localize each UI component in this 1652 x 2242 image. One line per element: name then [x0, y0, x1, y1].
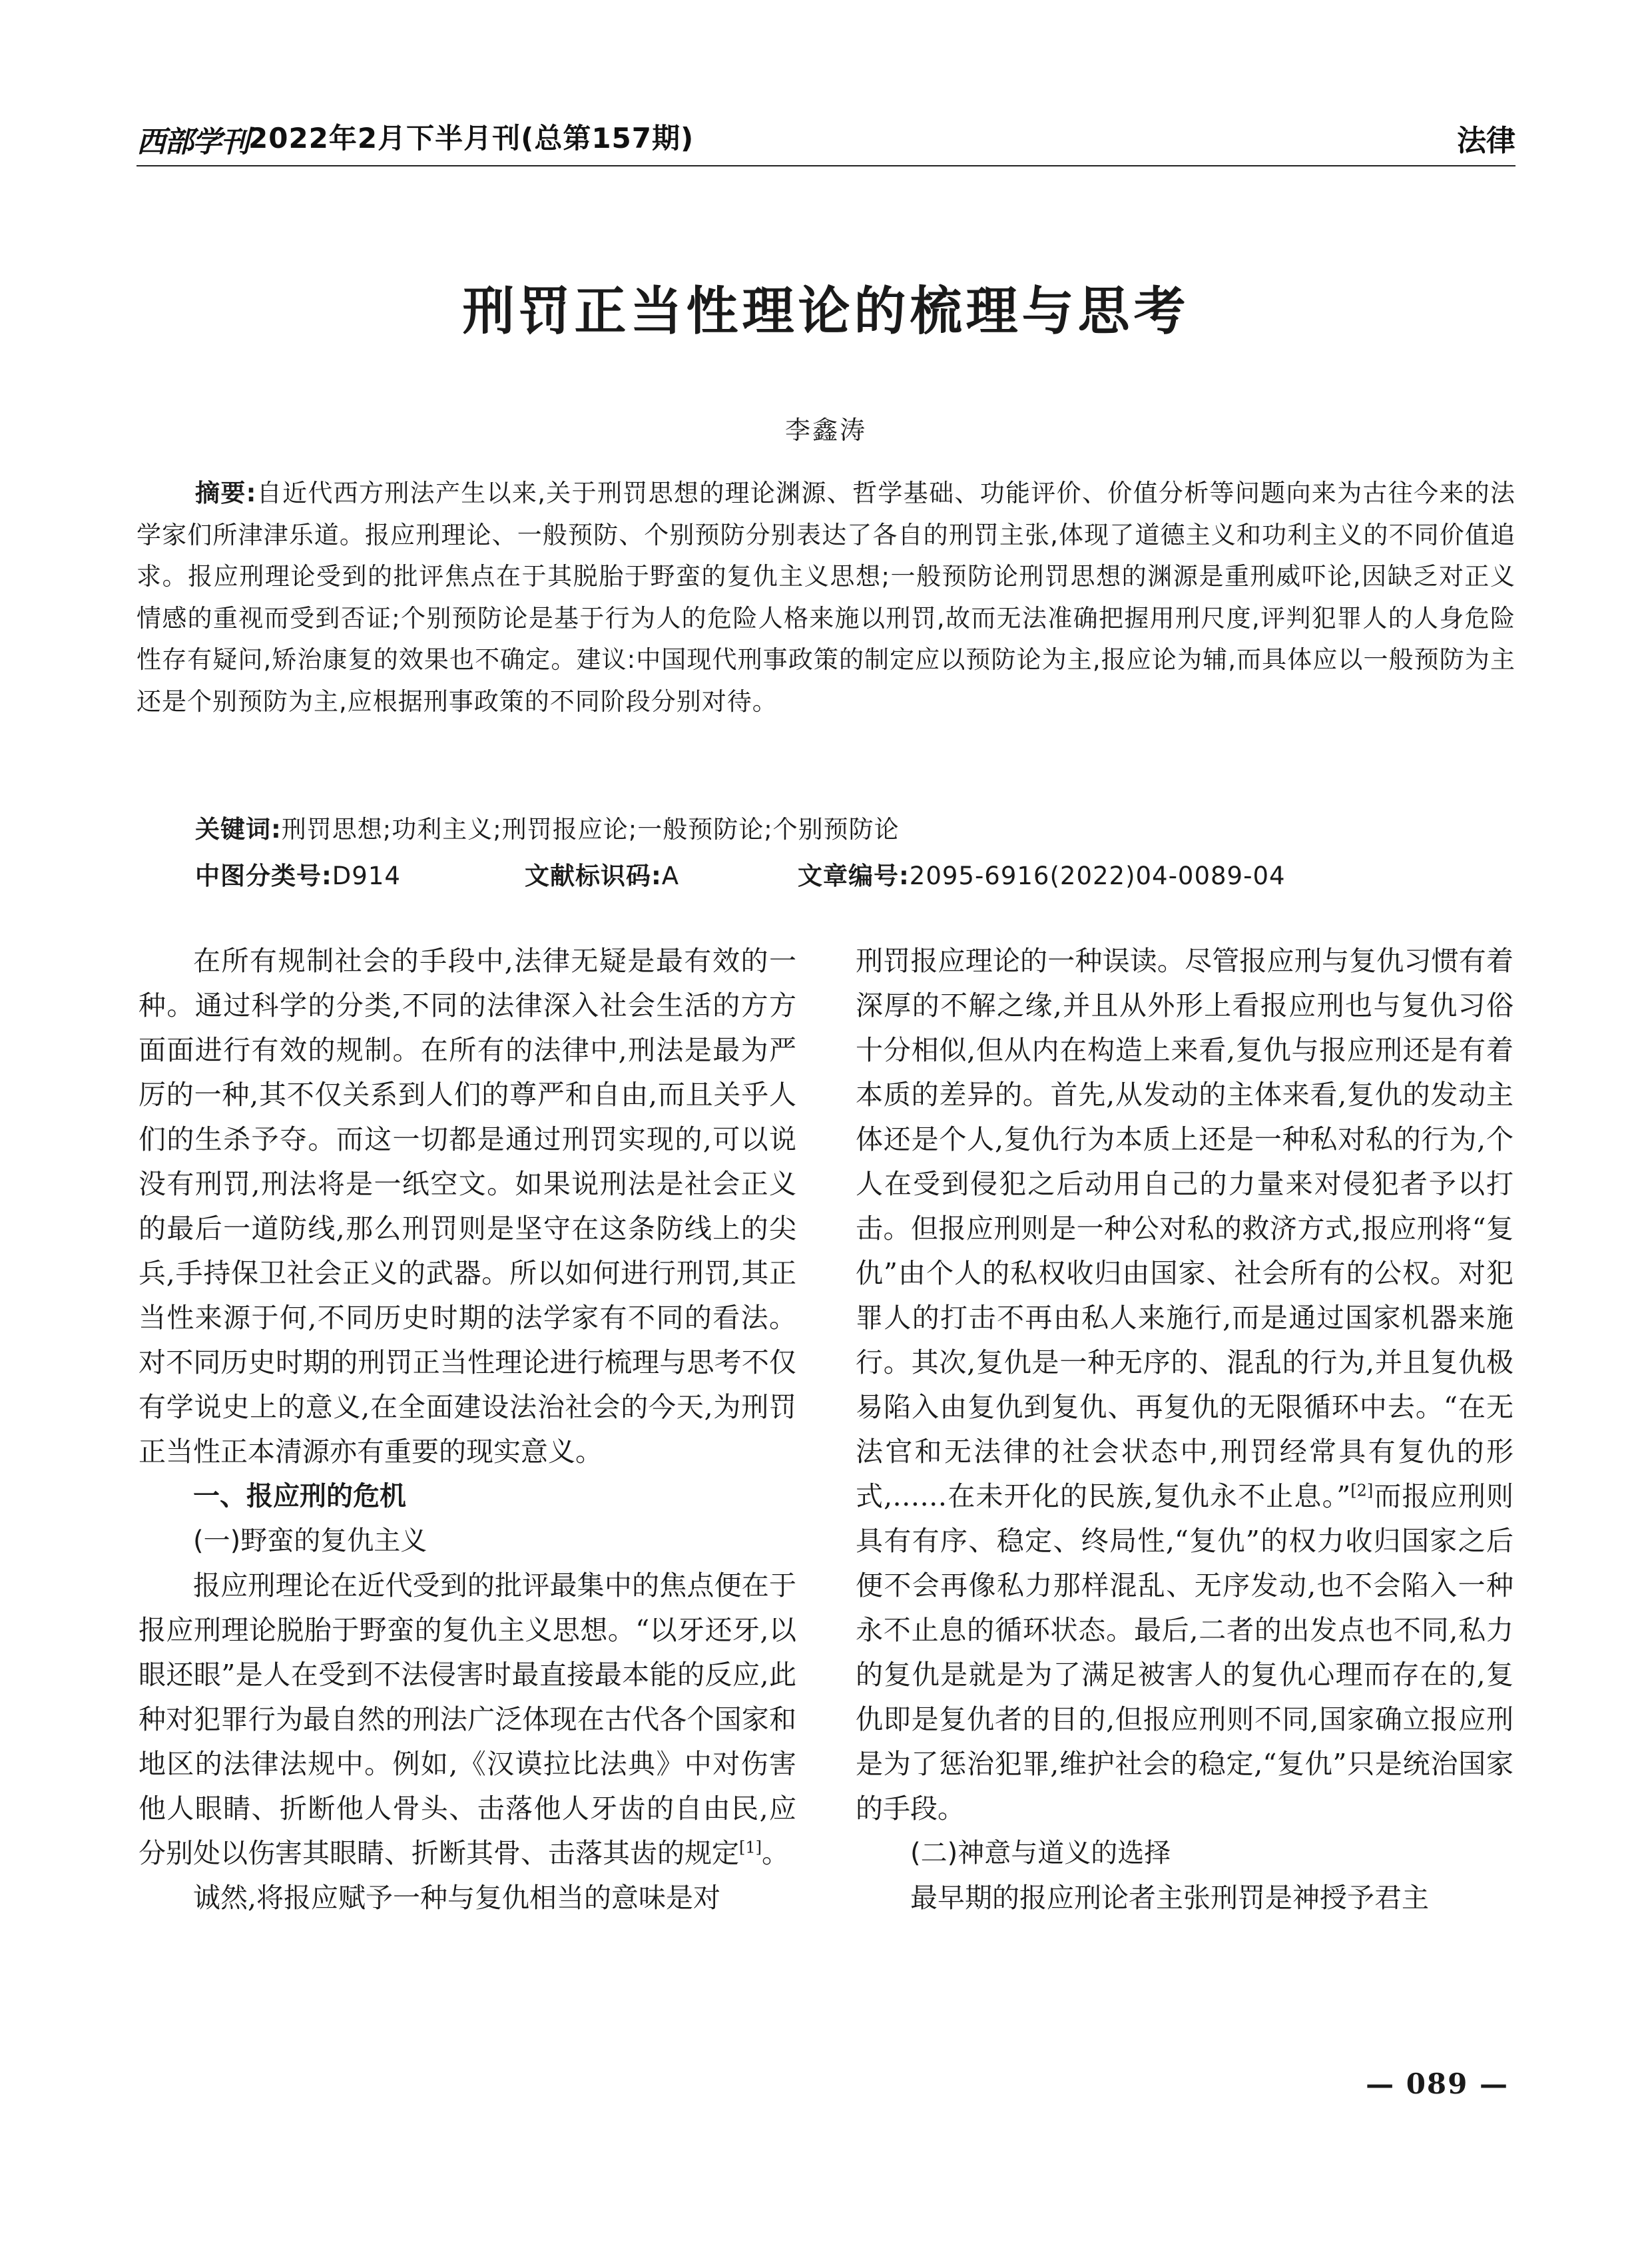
- section-label: 法律: [1457, 124, 1515, 158]
- body-column-left: [138, 939, 796, 1920]
- paragraph: [138, 1563, 796, 1876]
- abstract-text: 自近代西方刑法产生以来,关于刑罚思想的理论渊源、哲学基础、功能评价、价值分析等问题向来为古往今来的法学家们所津津乐道。报应刑理论、一般预防、个别预防分别表达了各自的刑罚主张,体现了道德主义和功利主义的不同价值追求。报应刑理论受到的批评焦点在于其脱胎于野蛮的复仇主义思想;一般预防论刑罚思想的渊源是重刑威吓论,因缺乏对正义情感的重视而受到否证;个别预防论是基于行为人的危险人格来施以刑罚,故而无法准确把握用刑尺度,评判犯罪人的人身危险性存有疑问,矫治康复的效果也不确定。建议:中国现代刑事政策的制定应以预防论为主,报应论为辅,而具体应以一般预防为主还是个别预防为主,应根据刑事政策的不同阶段分别对待。: [137, 479, 1516, 716]
- paragraph: [856, 939, 1514, 1831]
- citation-ref: [1]: [739, 1838, 762, 1857]
- subsection-heading: (一)野蛮的复仇主义: [193, 1526, 427, 1556]
- subsection-heading: (二)神意与道义的选择: [910, 1838, 1171, 1868]
- document-code: [525, 856, 679, 892]
- header-rule: [137, 165, 1515, 166]
- clc-code: [195, 856, 401, 892]
- doc-label: 文献标识码:: [525, 862, 662, 890]
- body-column-right: [856, 939, 1514, 1920]
- journal-logo: 西部学刊: [137, 125, 248, 159]
- clc-label: 中图分类号:: [195, 862, 332, 890]
- classification-line: [195, 856, 1460, 889]
- paragraph: 最早期的报应刑论者主张刑罚是神授予君主: [910, 1882, 1429, 1914]
- journal-issue: 2022年2月下半月刊(总第157期): [248, 122, 694, 154]
- paragraph: 诚然,将报应赋予一种与复仇相当的意味是对: [193, 1882, 721, 1914]
- article-value: 2095-6916(2022)04-0089-04: [909, 862, 1286, 890]
- paragraph-text: 报应刑理论在近代受到的批评最集中的焦点便在于报应刑理论脱胎于野蛮的复仇主义思想。“以牙还牙,以眼还眼”是人在受到不法侵害时最直接最本能的反应,此种对犯罪行为最自然的刑法广泛体现在古代各个国家和地区的法律法规中。例如,《汉谟拉比法典》中对伤害他人眼睛、折断他人骨头、击落他人牙齿的自由民,应分别处以伤害其眼睛、折断其骨、击落其齿的规定: [138, 1569, 796, 1869]
- page-number: — 089 —: [1366, 2068, 1509, 2100]
- clc-value: D914: [332, 862, 401, 890]
- article-label: 文章编号:: [798, 862, 910, 890]
- keywords: [195, 809, 900, 845]
- citation-ref: [2]: [1350, 1481, 1374, 1500]
- doc-value: A: [661, 862, 680, 890]
- article-number: [798, 856, 1286, 892]
- section-heading: 一、报应刑的危机: [193, 1481, 406, 1512]
- abstract: [137, 473, 1515, 722]
- keywords-text: 刑罚思想;功利主义;刑罚报应论;一般预防论;个别预防论: [281, 815, 900, 844]
- author-name: 李鑫涛: [784, 416, 867, 445]
- article-title: 刑罚正当性理论的梳理与思考: [462, 282, 1190, 342]
- running-header: [137, 117, 1515, 163]
- paragraph-text: 而报应刑则具有有序、稳定、终局性,“复仇”的权力收归国家之后便不会再像私力那样混乱、无序发动,也不会陷入一种永不止息的循环状态。最后,二者的出发点也不同,私力的复仇是就是为了满足被害人的复仇心理而存在的,复仇即是复仇者的目的,但报应刑则不同,国家确立报应刑是为了惩治犯罪,维护社会的稳定,“复仇”只是统治国家的手段。: [856, 1480, 1514, 1824]
- paragraph-text: 刑罚报应理论的一种误读。尽管报应刑与复仇习惯有着深厚的不解之缘,并且从外形上看报应刑也与复仇习俗十分相似,但从内在构造上来看,复仇与报应刑还是有着本质的差异的。首先,从发动的主体来看,复仇的发动主体还是个人,复仇行为本质上还是一种私对私的行为,个人在受到侵犯之后动用自己的力量来对侵犯者予以打击。但报应刑则是一种公对私的救济方式,报应刑将“复仇”由个人的私权收归由国家、社会所有的公权。对犯罪人的打击不再由私人来施行,而是通过国家机器来施行。其次,复仇是一种无序的、混乱的行为,并且复仇极易陷入由复仇到复仇、再复仇的无限循环中去。“在无法官和无法律的社会状态中,刑罚经常具有复仇的形式,……在未开化的民族,复仇永不止息。”: [856, 945, 1514, 1512]
- paragraph-text: 。: [762, 1837, 789, 1869]
- paragraph: 在所有规制社会的手段中,法律无疑是最有效的一种。通过科学的分类,不同的法律深入社会生活的方方面面进行有效的规制。在所有的法律中,刑法是最为严厉的一种,其不仅关系到人们的尊严和自由,而且关乎人们的生杀予夺。而这一切都是通过刑罚实现的,可以说没有刑罚,刑法将是一纸空文。如果说刑法是社会正义的最后一道防线,那么刑罚则是坚守在这条防线上的尖兵,手持保卫社会正义的武器。所以如何进行刑罚,其正当性来源于何,不同历史时期的法学家有不同的看法。对不同历史时期的刑罚正当性理论进行梳理与思考不仅有学说史上的意义,在全面建设法治社会的今天,为刑罚正当性正本清源亦有重要的现实意义。: [138, 945, 796, 1468]
- abstract-label: 摘要:: [195, 479, 257, 507]
- keywords-label: 关键词:: [195, 815, 282, 844]
